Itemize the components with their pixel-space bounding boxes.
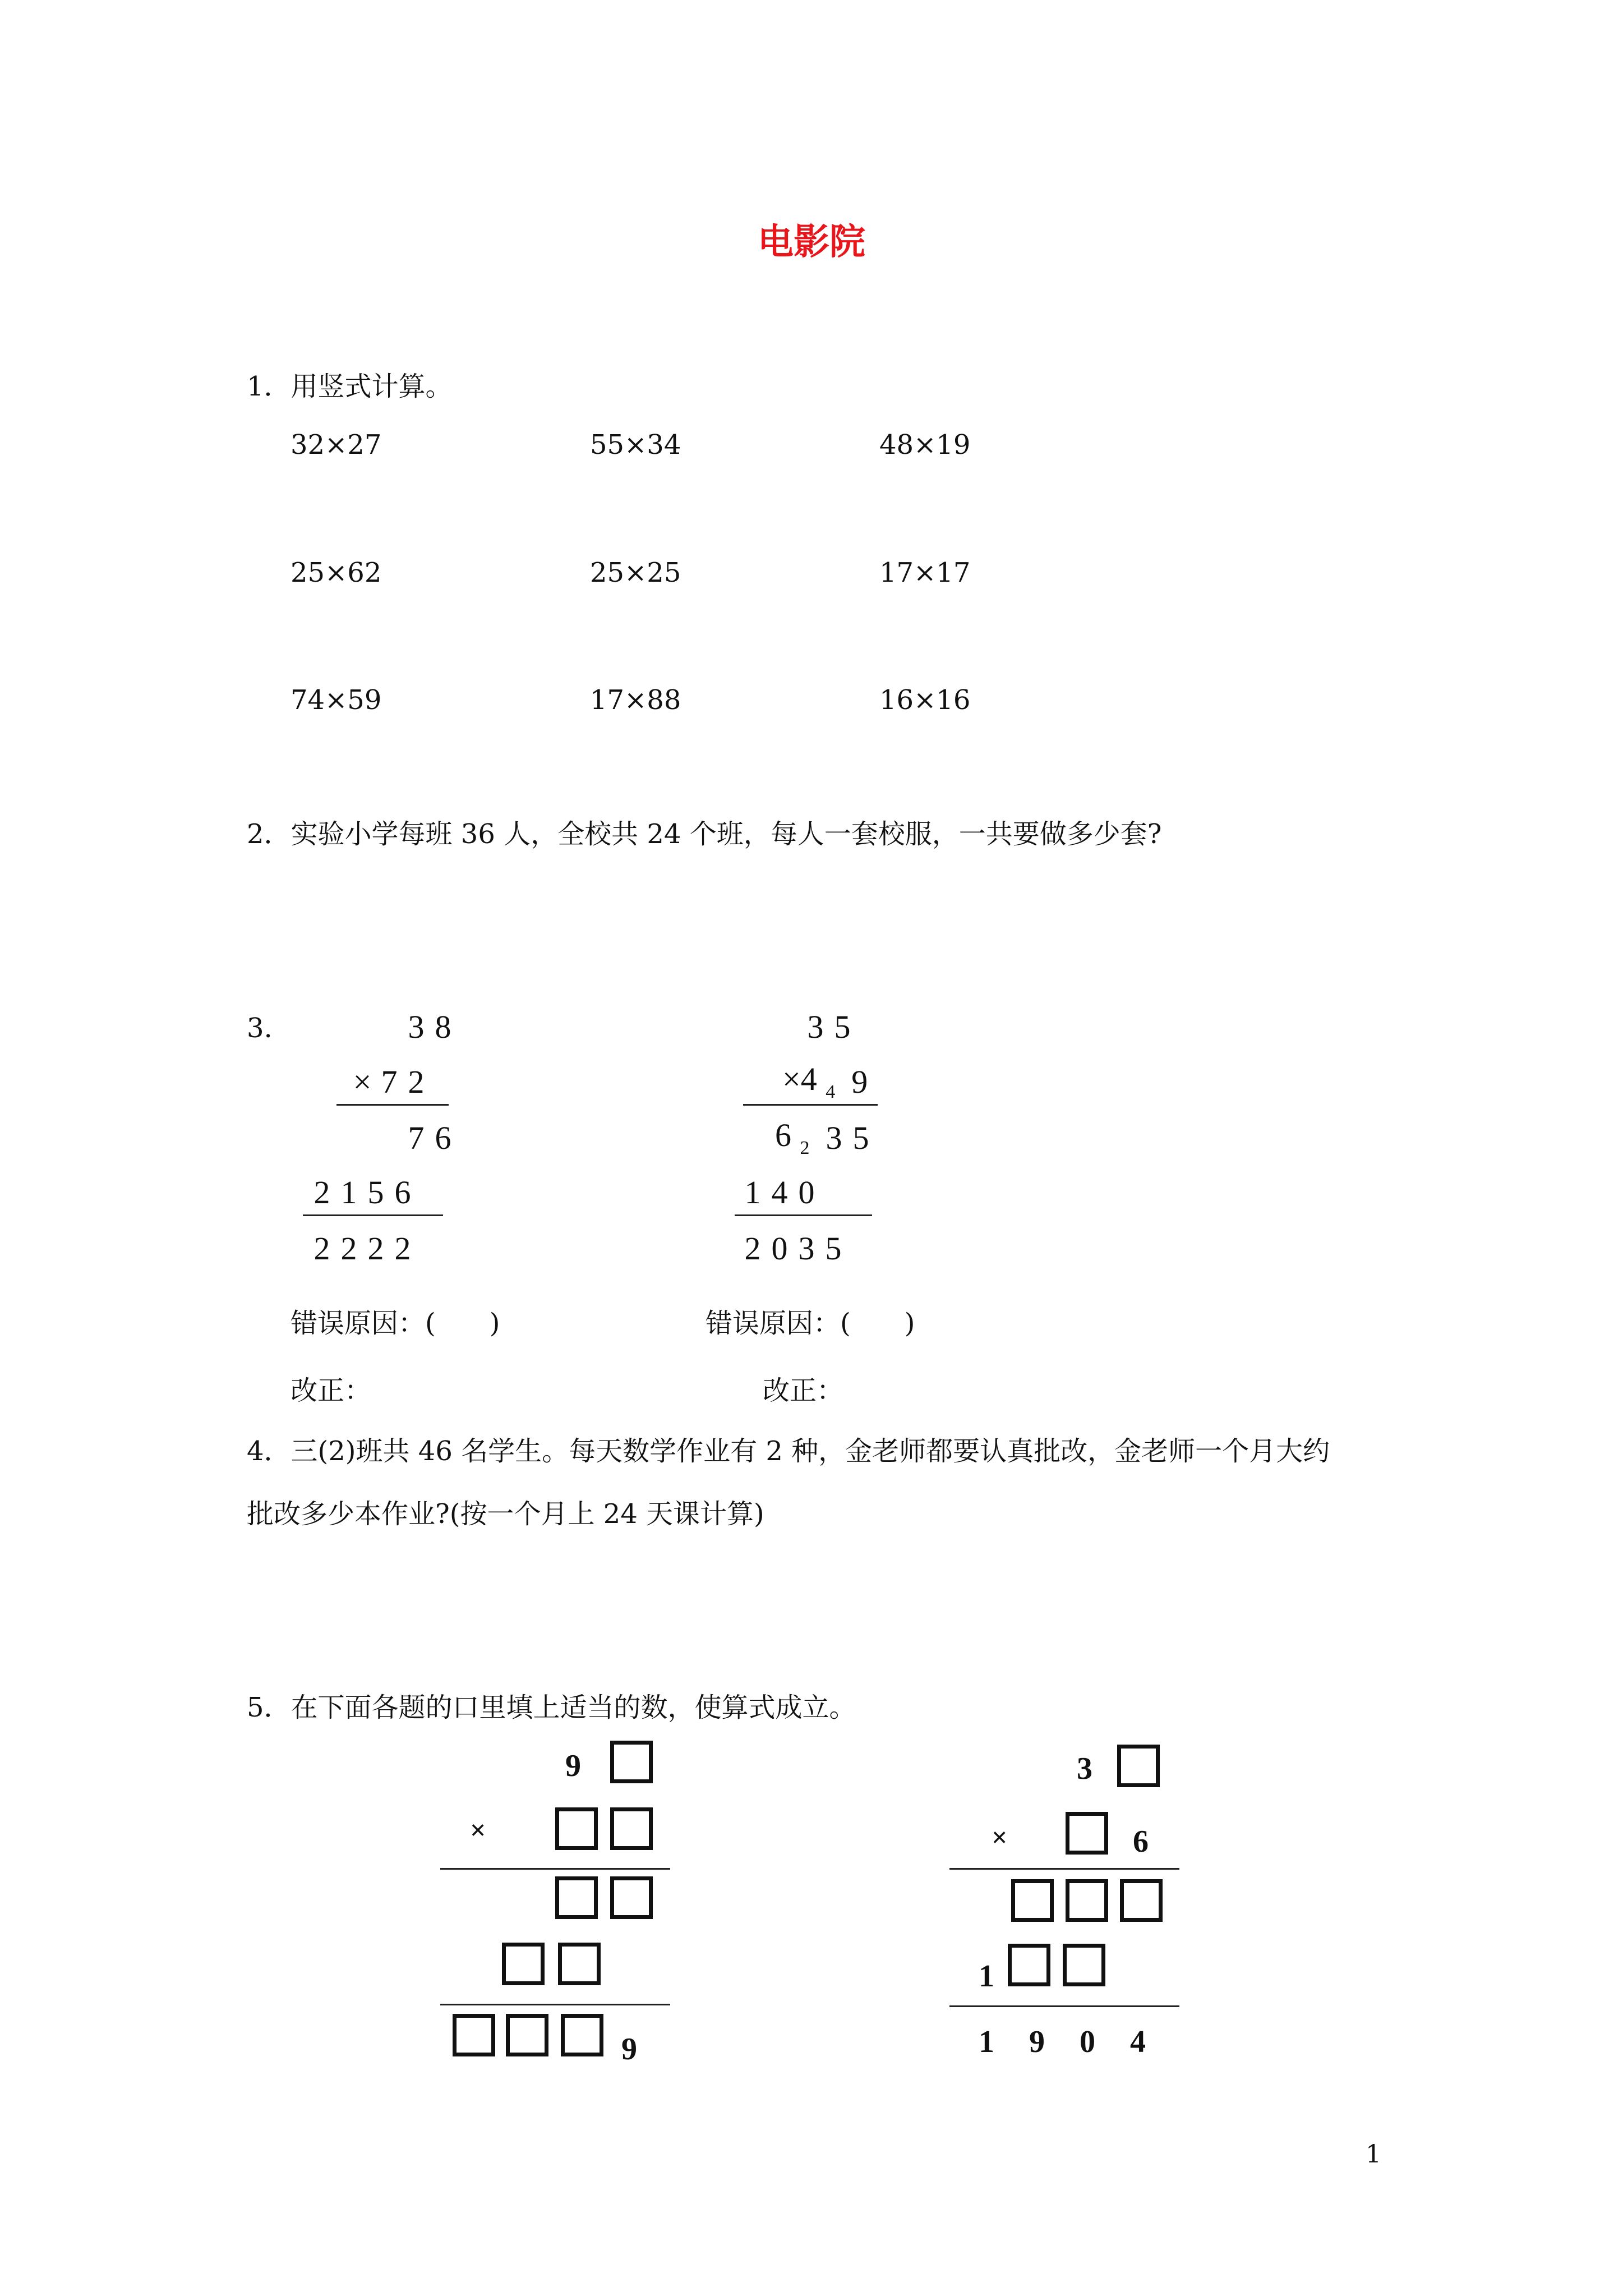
q5-right-result-digit-4: 4: [1130, 2024, 1146, 2059]
question-5-prompt: 5．在下面各题的口里填上适当的数，使算式成立。: [247, 1692, 856, 1723]
q3-left-result: 2 2 2 2: [313, 1230, 411, 1267]
q3-left-partial-2: 2 1 5 6: [313, 1174, 411, 1211]
question-3-number: 3.: [247, 1013, 273, 1044]
q3-left-error-reason: 错误原因：( ): [291, 1308, 500, 1339]
q5-right-blank-7[interactable]: [1063, 1944, 1105, 1986]
q5-right-rule-1: [949, 1868, 1179, 1870]
q3-left-partial-1: 7 6: [408, 1119, 451, 1156]
q5-right-blank-6[interactable]: [1008, 1944, 1050, 1986]
q5-left-times: ×: [470, 1814, 486, 1846]
q5-right-times: ×: [992, 1821, 1008, 1853]
q5-right-blank-1[interactable]: [1117, 1745, 1160, 1787]
q3-right-correction: 改正：: [763, 1375, 844, 1406]
question-4-line-1: 4．三(2)班共 46 名学生。每天数学作业有 2 种，金老师都要认真批改，金老师一个月大约: [247, 1435, 1330, 1467]
expr-r2c1: 25×62: [291, 557, 382, 588]
expr-r3c2: 17×88: [590, 684, 681, 716]
q5-left-blank-4[interactable]: [555, 1876, 598, 1919]
q5-left-blank-6[interactable]: [502, 1943, 545, 1985]
expr-r2c2: 25×25: [590, 557, 681, 588]
q5-left-blank-1[interactable]: [610, 1741, 653, 1783]
q3-right-result: 2 0 3 5: [744, 1230, 842, 1267]
q5-right-blank-4[interactable]: [1066, 1879, 1108, 1922]
q5-left-blank-5[interactable]: [610, 1876, 653, 1919]
q5-left-blank-9[interactable]: [506, 2014, 548, 2056]
q3-right-partial-1: 6 2 3 5: [775, 1117, 869, 1158]
expr-r2c3: 17×17: [879, 557, 971, 588]
q5-left-blank-8[interactable]: [453, 2014, 495, 2056]
q5-right-rule-2: [949, 2005, 1179, 2007]
q5-left-blank-3[interactable]: [610, 1807, 653, 1850]
q5-right-top-digit: 3: [1077, 1751, 1092, 1786]
q5-left-rule-2: [440, 2004, 670, 2005]
page-title: 电影院: [758, 221, 865, 263]
q5-left-end-digit: 9: [621, 2032, 637, 2067]
q5-left-rule-1: [440, 1868, 670, 1870]
q3-left-rule-2: [303, 1214, 443, 1216]
expr-r1c2: 55×34: [590, 429, 681, 461]
q5-left-blank-7[interactable]: [558, 1943, 601, 1985]
q5-left-blank-10[interactable]: [561, 2014, 603, 2056]
q3-left-multiplier: × 7 2: [353, 1063, 425, 1100]
expr-r3c1: 74×59: [291, 684, 382, 716]
q3-right-rule-2: [735, 1214, 872, 1216]
q5-right-result-digit-1: 1: [979, 2024, 994, 2059]
q3-right-error-reason: 错误原因：( ): [706, 1308, 915, 1339]
q5-right-p2-digit: 1: [979, 1959, 994, 1994]
question-4-line-2: 批改多少本作业?(按一个月上 24 天课计算): [247, 1498, 764, 1530]
page-number: 1: [1366, 2140, 1381, 2169]
q3-right-multiplicand: 3 5: [807, 1008, 851, 1045]
q5-right-blank-3[interactable]: [1011, 1879, 1054, 1922]
expr-r1c3: 48×19: [879, 429, 971, 461]
q5-right-mul-digit: 6: [1133, 1824, 1149, 1859]
question-2-prompt: 2．实验小学每班 36 人，全校共 24 个班，每人一套校服，一共要做多少套?: [247, 818, 1162, 850]
expr-r1c1: 32×27: [291, 429, 382, 461]
q3-left-multiplicand: 3 8: [408, 1008, 451, 1045]
q5-right-result-digit-3: 0: [1080, 2024, 1095, 2059]
q5-left-blank-2[interactable]: [555, 1807, 598, 1850]
q3-right-partial-2: 1 4 0: [744, 1174, 815, 1211]
q5-right-blank-5[interactable]: [1120, 1879, 1163, 1922]
q5-left-top-digit: 9: [565, 1749, 581, 1783]
question-1-prompt: 1．用竖式计算。: [247, 371, 453, 402]
q5-right-blank-2[interactable]: [1066, 1812, 1108, 1855]
expr-r3c3: 16×16: [879, 684, 971, 716]
q3-right-rule-1: [743, 1104, 878, 1106]
q3-left-rule-1: [336, 1104, 449, 1106]
q5-right-result-digit-2: 9: [1029, 2024, 1045, 2059]
q3-right-multiplier: ×4 4 9: [782, 1061, 868, 1102]
q3-left-correction: 改正：: [291, 1375, 372, 1406]
